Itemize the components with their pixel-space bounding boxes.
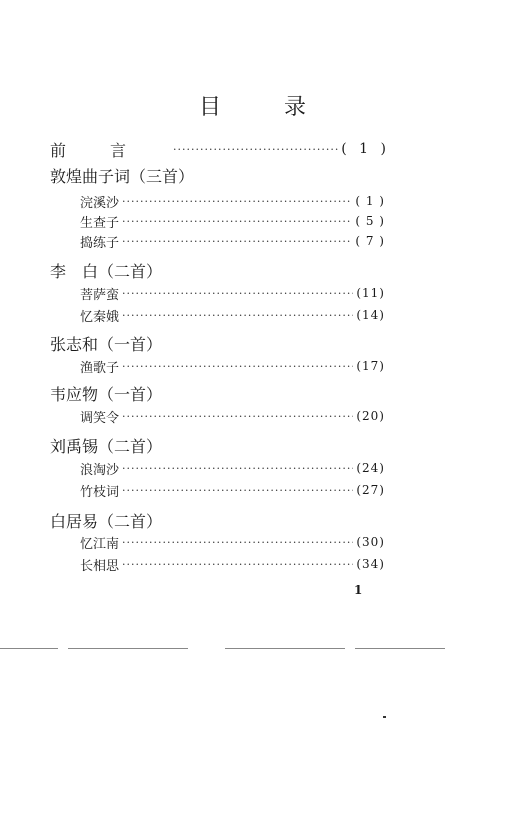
toc-entry-label: 浪淘沙 <box>80 462 120 478</box>
toc-author-heading <box>50 259 390 281</box>
toc-entry[interactable] <box>80 304 385 326</box>
leader-dots <box>122 287 353 300</box>
toc-author-heading <box>50 382 390 404</box>
toc-entry-page: (17) <box>356 359 385 373</box>
toc-entry[interactable] <box>80 230 385 252</box>
toc-entry-page: (27) <box>356 483 385 497</box>
scan-speck <box>383 716 386 718</box>
toc-author-label: 白居易（二首） <box>50 511 163 531</box>
toc-entry-label: 前言 <box>50 140 171 160</box>
toc-author-label: 韦应物（一首） <box>50 384 163 404</box>
toc-author-label: 李 白（二首） <box>50 261 163 281</box>
toc-entry-page: ( 1 ) <box>341 141 390 157</box>
leader-dots <box>122 235 352 248</box>
scan-edge-line <box>68 648 188 649</box>
toc-author-label: 张志和（一首） <box>50 334 163 354</box>
toc-author-heading <box>50 509 390 531</box>
leader-dots <box>122 536 353 549</box>
toc-entry-label: 忆秦娥 <box>80 309 120 325</box>
toc-entry-label: 浣溪沙 <box>80 195 120 211</box>
toc-author-heading <box>50 164 390 186</box>
toc-entry[interactable] <box>80 479 385 501</box>
leader-dots <box>122 309 353 322</box>
toc-entry-label: 忆江南 <box>80 536 120 552</box>
leader-dots <box>122 410 353 423</box>
toc-entry[interactable] <box>80 531 385 553</box>
toc-entry-page: (20) <box>356 409 385 423</box>
toc-entry-label: 渔歌子 <box>80 360 120 376</box>
toc-entry[interactable] <box>80 355 385 377</box>
toc-entry[interactable] <box>80 553 385 575</box>
leader-dots <box>122 462 353 475</box>
leader-dots <box>122 558 353 571</box>
toc-author-heading <box>50 434 390 456</box>
toc-entry[interactable] <box>80 190 385 212</box>
toc-entry-page: ( 5 ) <box>355 214 385 228</box>
toc-author-label: 刘禹锡（二首） <box>50 436 163 456</box>
toc-entry-label: 捣练子 <box>80 235 120 251</box>
scan-edge-line <box>225 648 345 649</box>
leader-dots <box>122 484 353 497</box>
toc-entry-label: 竹枝词 <box>80 484 120 500</box>
toc-entry-page: (11) <box>356 286 385 300</box>
toc-entry-page: ( 1 ) <box>355 194 385 208</box>
toc-entry-page: (30) <box>356 535 385 549</box>
toc-author-label: 敦煌曲子词（三首） <box>50 166 195 186</box>
page-title: 目 录 <box>199 95 334 120</box>
toc-entry-preface[interactable] <box>50 138 390 160</box>
toc-entry[interactable] <box>80 405 385 427</box>
toc-entry-label: 生查子 <box>80 215 120 231</box>
toc-author-heading <box>50 332 390 354</box>
toc-entry-page: (34) <box>356 557 385 571</box>
toc-entry-page: ( 7 ) <box>355 234 385 248</box>
toc-entry-page: (24) <box>356 461 385 475</box>
scan-edge-line <box>355 648 445 649</box>
toc-entry-label: 长相思 <box>80 558 120 574</box>
leader-dots <box>122 195 352 208</box>
toc-entry[interactable] <box>80 282 385 304</box>
toc-entry-label: 菩萨蛮 <box>80 287 120 303</box>
leader-dots <box>122 360 353 373</box>
toc-entry-label: 调笑令 <box>80 410 120 426</box>
toc-entry-page: (14) <box>356 308 385 322</box>
toc-entry[interactable] <box>80 457 385 479</box>
leader-dots <box>173 143 338 156</box>
toc-entry[interactable] <box>80 210 385 232</box>
leader-dots <box>122 215 352 228</box>
page-number: 1 <box>354 583 363 597</box>
scan-edge-line <box>0 648 58 649</box>
